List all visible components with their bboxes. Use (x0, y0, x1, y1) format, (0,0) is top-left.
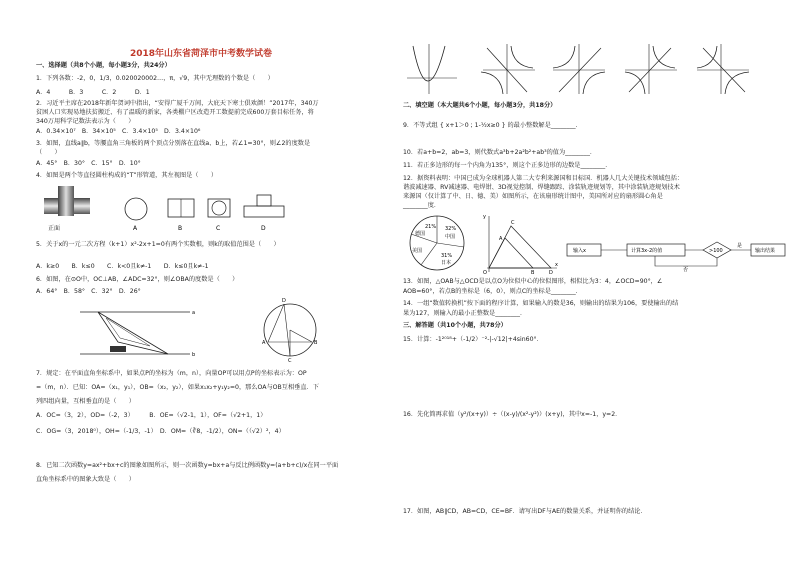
view-b-label: B (178, 225, 183, 232)
pie-chart (403, 212, 475, 274)
section-3-heading: 三、解答题（共10个小题，共78分） (403, 322, 507, 329)
flow-cond-text: >100 (709, 248, 723, 254)
question-17: 17．如图，AB∥CD，AB=CD，CE=BF．请写出DF与AE的数量关系，并证明你的结论． (403, 508, 647, 515)
label-d: D (549, 270, 553, 274)
pie-label-china: 中国 (445, 234, 456, 240)
question-2-options: A．0.34×10⁷ B．34×10⁵ C．3.4×10⁵ D．3.4×10⁶ (36, 128, 201, 135)
question-12-line2: 谐波减速器、RV减速器、电焊钳、3D视觉控制、焊缝跟踪、涂装轨迹规划等，其中涂装轨迹规划技术 (403, 184, 680, 191)
pie-divider-2 (437, 243, 464, 247)
view-a-label: A (133, 225, 138, 232)
flow-calc-text: 计算3x-2的值 (631, 248, 663, 254)
flow-loop-back (655, 256, 717, 266)
question-13-line1: 13．如图，△OAB与△OCD是以点O为位似中心的位似图形，相似比为3：4，∠OCD=90°，∠ (403, 278, 663, 285)
question-7-line2: =（m，n）．已知：OA=（x₁，y₁），OB=（x₂，y₂），如果x₁x₂+y₁y₂=0，那么OA与OB互相垂直．下 (36, 384, 319, 391)
view-d-base (244, 206, 284, 217)
segment-ob (290, 330, 312, 342)
pie-label-usa: 美国 (412, 248, 423, 254)
graph-option-a (481, 44, 535, 94)
section-1-heading: 一、选择题（共8个小题，每小题3分，共24分） (36, 62, 171, 69)
question-8-option-graphs (403, 40, 788, 98)
segment-dc (284, 304, 290, 356)
question-7-line1: 7．规定：在平面直角坐标系中，如果点P的坐标为（m，n），向量OP可以用点P的坐标表示为：OP (36, 370, 307, 377)
question-7-line3: 列四组向量，互相垂直的是（ ） (36, 398, 135, 405)
pie-label-germany: 德国 (415, 231, 426, 237)
question-10: 10．若a+b=2，ab=3，则代数式a³b+2a²b²+ab³的值为________． (403, 149, 597, 156)
flow-chart (565, 236, 789, 272)
question-4: 4．如图是两个等直径圆柱构成的“T”形管道，其左视图是（ ） (36, 172, 218, 179)
graph-parabola (407, 44, 457, 94)
question-16: 16．先化简再求值（y²/(x+y)）÷（(x-y)/(x²-y²)）(x+y)，其中x=-1，y=2． (403, 411, 622, 418)
label-b: b (192, 352, 196, 358)
question-3-line2: （ ） (36, 149, 61, 156)
question-3-line1: 3．如图，直线a∥b，等腰直角三角板的两个顶点分别落在直线a、b上，若∠1=30°，则∠2的度数是 (36, 140, 311, 147)
pie-label-p3: 31% (441, 253, 453, 259)
question-3-options: A．45° B．30° C．15° D．10° (36, 160, 141, 167)
question-1: 1．下列各数：-2，0，1/3，0.020020002…，π，√9，其中无理数的个数是（ ） (36, 75, 274, 82)
label-c: C (511, 220, 515, 226)
flow-yes-label: 是 (737, 243, 743, 249)
label-d: D (282, 298, 286, 304)
graph-option-c (625, 44, 677, 94)
view-c-circle (212, 201, 226, 215)
question-2-line3: 340万用科学记数法表示为（ ） (36, 118, 135, 125)
front-label: 正面 (48, 225, 61, 232)
question-1-options: A．4 B．3 C．2 D．1 (36, 89, 150, 96)
label-a: a (192, 310, 196, 316)
question-6: 6．如图，在⊙O中，OC⊥AB，∠ADC=32°，则∠OBA的度数是（ ） (36, 276, 239, 283)
question-14-line2: 果为127，则输入的最小正整数是________． (403, 310, 527, 317)
view-c-rect (208, 199, 230, 217)
label-a-pt: A (262, 340, 266, 346)
question-14-line1: 14．一组“数值转换机”按下面的程序计算，如果输入的数是36，则输出的结果为106，要使输出的结 (403, 300, 679, 307)
question-12-line4: ________度． (403, 202, 441, 209)
graph-option-b (553, 44, 605, 94)
pie-label-p2: 32% (445, 226, 457, 232)
pie-divider-3 (421, 243, 437, 265)
label-x: x (555, 262, 558, 268)
triangle-ruler (98, 312, 168, 354)
segment-da (268, 304, 284, 342)
pipe-vertical (58, 186, 74, 216)
label-y: y (483, 214, 486, 220)
label-o: O (483, 270, 487, 274)
question-6-options: A．64° B．58° C．32° D．26° (36, 288, 141, 295)
similar-triangles-figure (481, 214, 561, 274)
question-7-options-cd: C．OG=（3，2018⁰），OH=（-1/3，-1） D．OM=（∛8，-1/2），ON=（（√2）²，4） (36, 428, 285, 435)
section-2-heading: 二、填空题（本大题共6个小题，每小题3分，共18分） (403, 102, 557, 109)
question-11: 11．若正多边形的每一个内角为135°，则这个正多边形的边数是________． (403, 162, 612, 169)
question-9: 9．不等式组 { x+1＞0 ; 1-½x≥0 } 的最小整数解是________． (403, 122, 582, 129)
view-d-top (257, 195, 271, 206)
question-12-line3: 来源国（仅计算了中、日、德、美）如图所示，在该扇形统计图中，美国所对应的扇形圆心角是 (403, 193, 663, 200)
question-5: 5．关于x的一元二次方程（k+1）x²-2x+1=0有两个实数根，则k的取值范围是（ ） (36, 241, 280, 248)
pie-label-p1: 21% (425, 224, 437, 230)
triangle-ruler-inner (106, 318, 150, 346)
label-a: A (499, 236, 503, 242)
flow-output-text: 输出结果 (755, 248, 776, 254)
question-3-6-figures (40, 296, 360, 364)
question-8-line2: 直角坐标系中的图象大致是（ ） (36, 476, 135, 483)
question-8-line1: 8．已知二次函数y=ax²+bx+c的图象如图所示，则一次函数y=bx+a与反比例函数y=(a+b+c)/x在同一平面 (36, 462, 339, 469)
question-12-line1: 12．据资料表明：中国已成为全球机器人第二大专利来源国和目标国．机器人几大关键技术领域包括： (403, 175, 684, 182)
triangle-ocd (489, 226, 551, 268)
question-7-options-ab: A．OC=（3，2），OD=（-2，3） B．OE=（√2-1，1），OF=（√2+1，1） (36, 412, 267, 419)
question-2-line1: 2．习近平主席在2018年新年贺词中指出，“安得广厦千万间，大庇天下寒士俱欢颜！”2017年，340万 (36, 100, 319, 107)
question-5-options: A．k≥0 B．k≤0 C．k<0且k≠-1 D．k≤0且k≠-1 (36, 263, 209, 270)
view-c-label: C (216, 225, 221, 232)
paper-title: 2018年山东省菏泽市中考数学试卷 (130, 49, 273, 59)
graph-option-d (697, 44, 749, 94)
view-a-circle (125, 198, 147, 220)
label-c: C (288, 358, 292, 364)
ruler-block (110, 346, 126, 352)
label-b-pt: B (314, 340, 318, 346)
question-2-line2: 贫困人口实现易地扶贫搬迁、有了温暖的新家，各类棚户区改造开工数提前完成600万套目标任务，将 (36, 109, 314, 116)
question-4-figure (36, 184, 296, 234)
question-15: 15．计算：-1²⁰¹⁸+（-1/2）⁻²-|-√12|+4sin60°． (403, 336, 543, 343)
view-d-label: D (261, 225, 266, 232)
label-b: B (531, 270, 535, 274)
question-13-line2: AOB=60°，若点B的坐标是（6，0），则点C的坐标是________． (403, 288, 582, 295)
flow-input-text: 输入x (573, 248, 586, 254)
flow-no-label: 否 (683, 267, 689, 272)
pie-label-japan: 日本 (441, 260, 452, 266)
